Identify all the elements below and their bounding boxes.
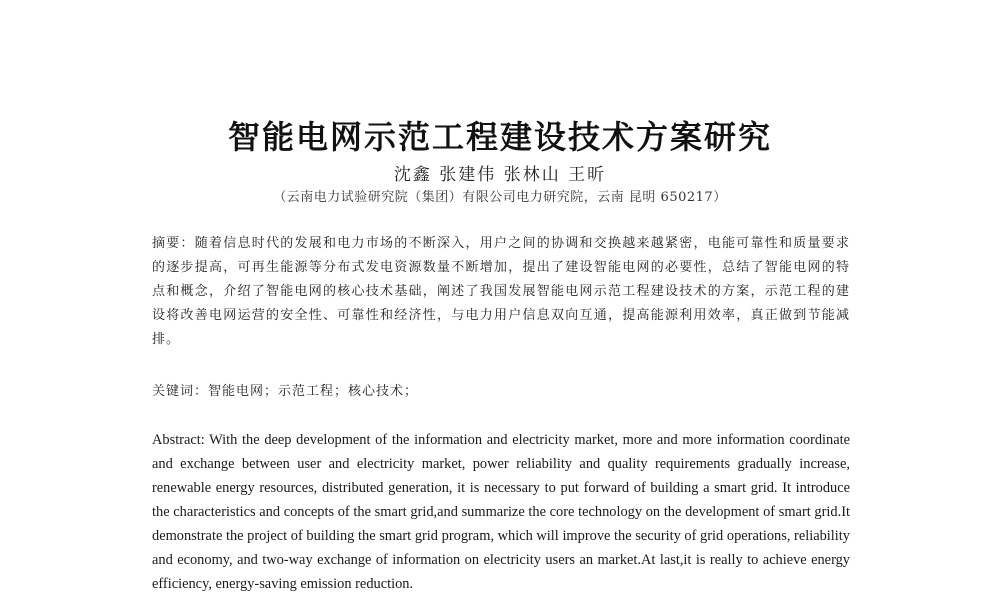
chinese-keywords: 关键词：智能电网；示范工程；核心技术；	[152, 384, 419, 399]
author-list: 沈鑫 张建伟 张林山 王昕	[393, 165, 607, 185]
author-affiliation: （云南电力试验研究院（集团）有限公司电力研究院，云南 昆明 650217）	[273, 190, 727, 205]
paper-title: 智能电网示范工程建设技术方案研究	[227, 118, 772, 156]
chinese-abstract: 摘要：随着信息时代的发展和电力市场的不断深入，用户之间的协调和交换越来越紧密，电能可靠性和质量要求的逐步提高，可再生能源等分布式发电资源数量不断增加，提出了建设智能电网的必要性，总结了智能电网的特点和概念，介绍了智能电网的核心技术基础，阐述了我国发展智能电网示范工程建设技术的方案，示范工程的建设将改善电网运营的安全性、可靠性和经济性，与电力用户信息双向互通，提高能源利用效率，真正做到节能减排。	[152, 236, 850, 347]
english-abstract: Abstract: With the deep development of the information and electricity market, more and more information coordinate and exchange between user and electricity market, power reliability and quality requirements gradually increase, renewable energy resources, distributed generation, it is necessary to put forward of building a smart grid. It introduce the characteristics and concepts of the smart grid,and summarize the core technology on the development of smart grid.It demonstrate the project of building the smart grid program, which will improve the security of grid operations, reliability and economy, and two-way exchange of information on electricity users an market.At last,it is really to achieve energy efficiency, energy-saving emission reduction.	[152, 432, 850, 592]
